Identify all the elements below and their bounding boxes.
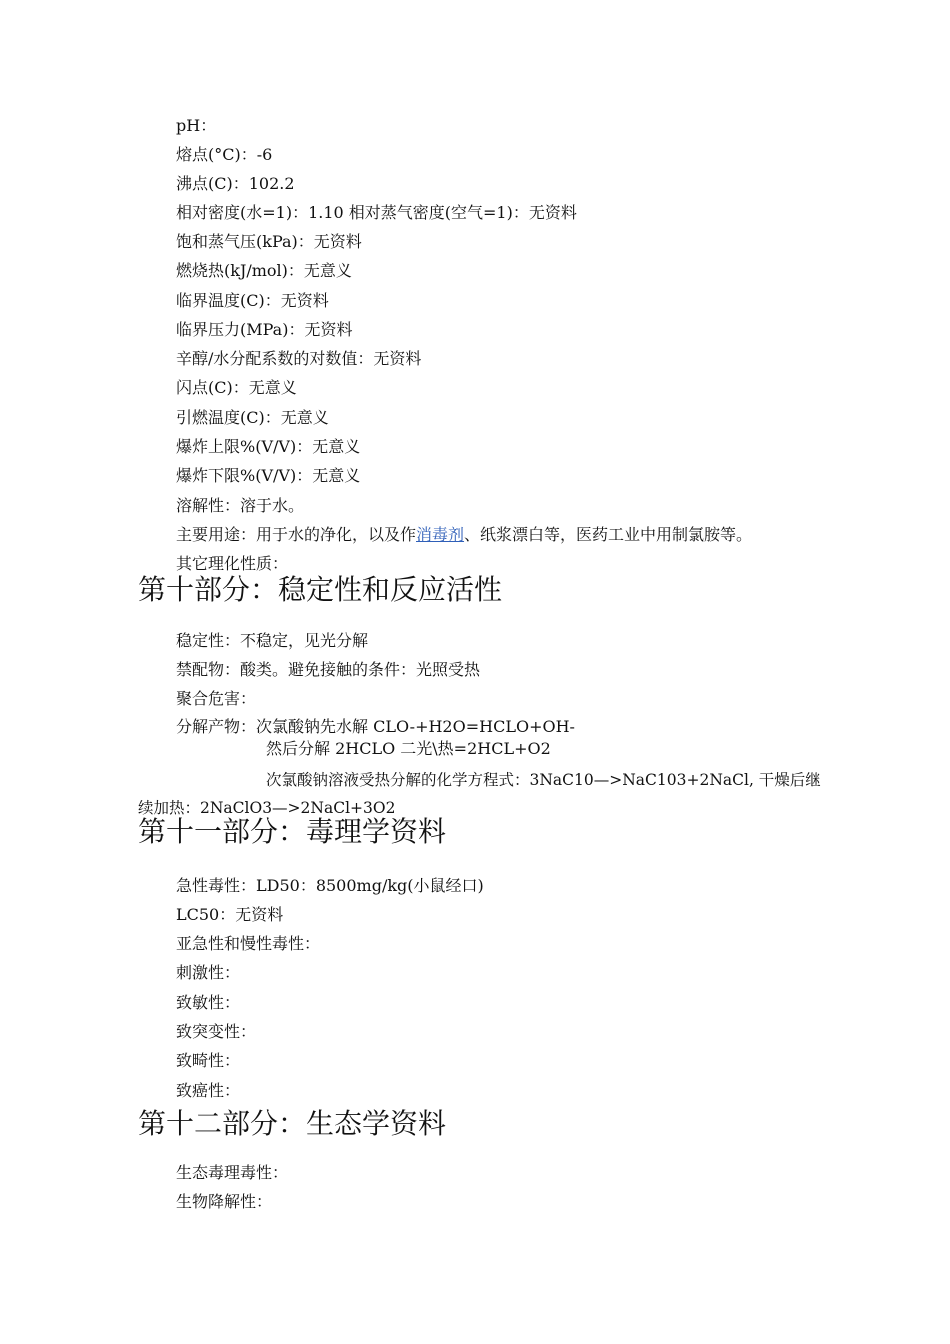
usage-prefix: 主要用途：用于水的净化，以及作 <box>176 525 417 544</box>
flash-point-line: 闪点(C)：无意义 <box>176 378 297 397</box>
section11-title: 第十一部分：毒理学资料 <box>138 815 447 848</box>
teratogenicity-line: 致畸性： <box>176 1051 241 1070</box>
incompatible-materials-line: 禁配物：酸类。避免接触的条件：光照受热 <box>176 660 481 679</box>
stability-line: 稳定性：不稳定，见光分解 <box>176 631 369 650</box>
irritation-line: 刺激性： <box>176 963 241 982</box>
disinfectant-link[interactable]: 消毒剂 <box>416 525 465 544</box>
melting-point-line: 熔点(°C)：-6 <box>176 145 273 164</box>
ecotoxicity-line: 生态毒理毒性： <box>176 1163 289 1182</box>
critical-temperature-line: 临界温度(C)：无资料 <box>176 291 329 310</box>
acute-toxicity-line: 急性毒性：LD50：8500mg/kg(小鼠经口) <box>176 876 484 895</box>
ph-line: pH： <box>176 116 217 135</box>
vapor-pressure-line: 饱和蒸气压(kPa)：无资料 <box>176 232 362 251</box>
relative-density-line: 相对密度(水=1)：1.10 相对蒸气密度(空气=1)：无资料 <box>176 203 577 222</box>
lc50-line: LC50：无资料 <box>176 905 284 924</box>
usage-line <box>176 525 752 545</box>
other-properties-line: 其它理化性质： <box>176 554 289 573</box>
decomposition-line-3: 次氯酸钠溶液受热分解的化学方程式：3NaC10—>NaC103+2NaCl, 干燥后继 <box>266 771 821 789</box>
chronic-toxicity-line: 亚急性和慢性毒性： <box>176 934 321 953</box>
biodegradability-line: 生物降解性： <box>176 1192 273 1211</box>
usage-suffix: 、纸浆漂白等，医药工业中用制氯胺等。 <box>464 525 753 544</box>
carcinogenicity-line: 致癌性： <box>176 1081 241 1100</box>
section10-title: 第十部分：稳定性和反应活性 <box>138 573 503 606</box>
decomposition-line-2: 然后分解 2HCLO 二光\热=2HCL+O2 <box>266 739 551 758</box>
section12-title: 第十二部分：生态学资料 <box>138 1107 447 1140</box>
critical-pressure-line: 临界压力(MPa)：无资料 <box>176 320 353 339</box>
decomposition-line-4: 续加热：2NaClO3—>2NaCl+3O2 <box>138 799 396 817</box>
boiling-point-line: 沸点(C)：102.2 <box>176 174 295 193</box>
polymerization-hazard-line: 聚合危害： <box>176 689 257 708</box>
combustion-heat-line: 燃烧热(kJ/mol)：无意义 <box>176 261 352 280</box>
ignition-temperature-line: 引燃温度(C)：无意义 <box>176 408 329 427</box>
mutagenicity-line: 致突变性： <box>176 1022 257 1041</box>
partition-coefficient-line: 辛醇/水分配系数的对数值：无资料 <box>176 349 422 368</box>
explosion-upper-limit-line: 爆炸上限%(V/V)：无意义 <box>176 437 361 456</box>
solubility-line: 溶解性：溶于水。 <box>176 496 305 515</box>
sensitization-line: 致敏性： <box>176 993 241 1012</box>
explosion-lower-limit-line: 爆炸下限%(V/V)：无意义 <box>176 466 361 485</box>
decomposition-line-1: 分解产物：次氯酸钠先水解 CLO-+H2O=HCLO+OH- <box>176 717 575 736</box>
